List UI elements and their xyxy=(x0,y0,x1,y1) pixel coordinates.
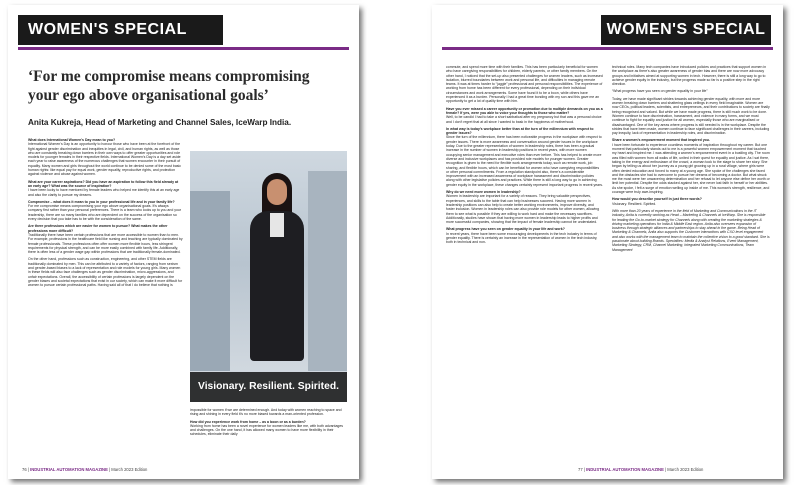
interview-question: Have you ever missed a career opportunity or promotion due to multiple demands on you as a female? If yes, were you able to voice your thoughts to those who matter? xyxy=(446,106,603,115)
interview-question: What are your career aspirations? Did you have an aspiration to follow this field already at an early age? What was the source of inspiration? xyxy=(28,179,179,188)
interview-answer: On the other hand, professions such as construction, engineering, and other STEM fields are traditionally dominated by men. This can be attributed to a variety of factors, ranging from sexism and gender-based biases to a lack of representation and role models for young girls. Many women in these fields will also face challenges such as gender discrimination, micro-aggressions, and unfair expectations. Overall, the accessibility of certain professions is largely dependent on the gender biases and societal expectations that exist in our society, which can make it more difficult for women to pursue certain professional paths. Having said all of that I do believe that nothing is xyxy=(28,257,183,288)
background-building xyxy=(190,191,230,371)
page-number: 76 xyxy=(22,467,27,472)
article-paragraph xyxy=(612,97,770,136)
background-building xyxy=(308,171,347,371)
right-magazine-page xyxy=(432,5,783,479)
interview-question: What does International Women’s Day mean to you? xyxy=(28,138,116,142)
portrait-figure-face xyxy=(267,179,287,205)
interview-answer: Traditionally there have been certain professions that are more accessible to women than to men. For example, professions in the healthcare field like nursing and teaching are typically dominated by female professionals. These professions often offer women more flexible hours, less stringent requirements for physical strength, and can be more easily combined with family life. Additionally, there is often less of a gender wage gap within professions that are traditionally female-dominated. xyxy=(28,232,183,255)
interview-answer: Today, we have made significant strides towards achieving gender equality, with more and more women breaking down barriers and shattering glass ceilings in every field imaginable. Women are now CEOs, political leaders, scientists, and entrepreneurs, and their contributions to society are finally being recognised and valued. But while we have made progress, there is still much work to be done. Women continue to face discrimination, harassment, and violence in many forms, and we must continue to fight for equality and justice for all women, especially those who are marginalised or disadvantaged. One of the key areas where progress is still needed is in the workplace. Despite the strides that have been made, women continue to face significant challenges in their careers, including pay inequity, lack of representation in leadership roles, and discrimination. xyxy=(612,96,770,136)
right-column-2 xyxy=(612,65,770,255)
left-column-1 xyxy=(28,138,183,291)
article-byline: Anita Kukreja, Head of Marketing and Channel Sales, IceWarp India. xyxy=(28,118,292,127)
portrait-photo xyxy=(190,151,347,402)
article-paragraph xyxy=(446,107,603,124)
article-paragraph xyxy=(28,138,183,177)
interview-answer: I have been fortunate to experience countless moments of inspiration throughout my career. But one moment that particularly stands out to me is a powerful women empowerment moment that touched my heart and inspired me. I was attending a women’s empowerment event in a bustling city. The room was filled with women from all walks of life, united in their quest for equality and justice. As I sat there, taking in the energy and enthusiasm of the crowd, a woman took to the stage to share her story. She began by telling us about her journey as a young girl growing up in a rural village, where girls were often denied education and forced to marry at a young age. She spoke of the challenges she faced and the obstacles she had to overcome to pursue her dreams of becoming a doctor. But what struck me the most were her unwavering determination and her refusal to let anyone else define her worth or limit her potential. Despite the odds stacked against her, she never lost faith in herself or her abilities. As she spoke, I felt a surge of emotion welling up inside of me. This woman’s strength, resilience, and courage were truly awe-inspiring. xyxy=(612,142,770,195)
interview-answer: Visionary. Resilient. Spirited. xyxy=(612,201,657,206)
section-banner: WOMEN'S SPECIAL xyxy=(18,15,223,45)
article-headline: ‘For me compromise means compromising your ego above organisational goals’ xyxy=(28,68,310,104)
left-column-2 xyxy=(190,408,347,440)
article-paragraph xyxy=(446,190,603,224)
interview-answer: technical roles. Many tech companies have introduced policies and practices that support women in the workplace as there’s also greater awareness of gender bias and there are now more advocacy groups and initiatives aimed at supporting women in tech. However, there is still a long way to go to achieve gender equity in the industry, but the progress made so far is a positive step in the right direction. xyxy=(612,65,767,87)
interview-answer: With more than 20 years of experience in the field of Marketing and Communications in the IT industry, Anita is currently working as Head – Marketing & Channels at IceWarp. She is responsible for leading the Go-to-market strategy for Channels along with creating the marketing strategies & driving marketing operations for India & Middle East region. Anita also oversees expansion of business through strategic alliances and partnerships to stay ahead in the game. Being Head of Marketing & Channels, Anita also supports the Customer interactions with CXO level engagement and also works with the management team to maintain the collective vision to a good standard. She is passionate about building Brands. Specialties: Media & Analyst Relations, Event Management, Marketing Strategy, CRM, Channel Marketing, Integrated Marketing Communications, Team Management xyxy=(612,208,770,252)
interview-answer: “What progress have you seen on gender equality in your life” xyxy=(612,89,708,94)
interview-question: What progress have you seen on gender equality in your life and work? xyxy=(446,227,565,232)
interview-answer: Women in leadership are important for a variety of reasons. They bring valuable perspectives, experiences, and skills to the table that can help businesses succeed. Having more women in leadership positions can also help to create better working environments, improve diversity, and foster inclusion. Women in leadership roles can also provide role models for other women, allowing them to see what is possible if they are willing to work hard and make the necessary sacrifices. Additionally, studies have shown that having more women in leadership leads to higher profits and more successful companies, showing that the impact of female leadership cannot be understated. xyxy=(446,194,600,225)
page-footer: 77 | INDUSTRIAL AUTOMATION MAGAZINE | March 2023 Edition xyxy=(578,467,704,472)
interview-question: Why do we need more women in leadership? xyxy=(446,190,521,195)
interview-question: Share a women’s empowerment moment that inspired you. xyxy=(612,138,710,143)
photo-caption: Visionary. Resilient. Spirited. xyxy=(190,372,347,402)
left-magazine-page xyxy=(8,5,359,479)
article-paragraph xyxy=(612,89,770,93)
interview-answer: I have been lucky to have mentored by female leaders who helped me identify this at an early age and also the clarity to pursue my dreams. xyxy=(28,188,180,197)
magazine-name: INDUSTRIAL AUTOMATION MAGAZINE xyxy=(30,467,108,472)
section-banner: WOMEN'S SPECIAL xyxy=(601,15,771,45)
article-paragraph xyxy=(190,408,347,417)
article-paragraph xyxy=(446,127,603,187)
interview-answer: commute, and spend more time with their families. This has been particularly beneficial for women who have caregiving responsibilities for children, elderly parents, or other family members. On the other hand, I noticed that the set-up also presented challenges for women leaders, such as increased isolation, blurred boundaries between work and personal life, and difficulties in managing remote teams. It was at times harder to “juggle” professional and personal responsibilities. The experience of working from home has been different for every professional, depending on their individual circumstances and work arrangements. Some have found it to be a boon, while others have experienced it as a burden. Personally I had a great time bonding with my son and this gave me an opportunity to get a lot of quality time with him. xyxy=(446,65,603,104)
right-column-1 xyxy=(446,65,603,248)
interview-question: How did you experience work from home – as a boon or as a burden? xyxy=(190,419,306,424)
interview-answer: impossible for women if we are determined enough. And today with women reaching to space and rising and shining in every field it’s no more biased towards a man-oriented profession. xyxy=(190,408,342,417)
article-paragraph xyxy=(28,257,183,287)
banner-underline xyxy=(442,47,773,50)
article-paragraph xyxy=(28,180,183,197)
article-paragraph xyxy=(612,65,770,86)
interview-answer: International Women’s Day is an opportunity to honour those who have been at the forefront of the fight against gender discrimination and inequities in legal, civil, and human rights, as well as those who are constantly breaking down barriers in their own ways to offer greater opportunities and role models for younger females in their respective fields. International Women’s Day is a day set aside each year to raise awareness of the numerous challenges that women encounter in their pursuit of equality. Many women and girls throughout the world continue to be denied some of the most basic human rights: like equal pay for equal work, gender equality, reproductive rights, and protection against violence and abuse against women. xyxy=(28,142,182,177)
portrait-figure-shirt xyxy=(270,213,284,237)
banner-underline xyxy=(18,47,349,50)
interview-answer: For me compromise means compromising your ego above organisational goals. It’s always company first rather than your personal preferences. There is a team who looks up to you and your leadership, there are so many families who are dependent on the success of the organisation so every decision that you take has to be with the consideration of the same. xyxy=(28,204,182,222)
article-paragraph xyxy=(612,209,770,252)
article-paragraph xyxy=(612,197,770,206)
interview-question: Compromise – what does it mean to you in your professional life and in your family life? xyxy=(28,199,175,204)
interview-answer: Working from home has been a novel experience for women leaders like me, with both advantages and challenges. On the one hand, it has allowed many women to have more flexibility in their schedules, eliminate their daily xyxy=(190,423,344,437)
interview-question: Are there professions which are easier for women to pursue? What makes the other professions more difficult? xyxy=(28,224,168,233)
page-number: 77 xyxy=(578,467,583,472)
interview-answer: Since the turn of the millennium, there has been noticeable progress in the workplace with respect to gender issues. There is more awareness and conversation around gender issues in the workplace today. Due to the greater representation of women in leadership roles, there has been a gradual increase in the number of women in leadership positions in recent years, with more women occupying senior management and executive roles than ever before. This has helped to create more diverse and inclusive workplaces and has provided role models for younger women. Greater recognition is given to the need for flexible work arrangements today, such as remote work, job sharing, and flexible hours, which can be beneficial for women who have caregiving responsibilities or other personal commitments. From a regulation standpoint also, there’s a considerable improvement with an increased awareness of workplace harassment and discrimination policies along with other legislative policies and practices. While there is still a long way to go in achieving gender equity in the workplace, these changes certainly represent important progress in recent years. xyxy=(446,135,604,187)
magazine-name: INDUSTRIAL AUTOMATION MAGAZINE xyxy=(586,467,664,472)
article-paragraph xyxy=(190,420,347,437)
interview-answer: Well, to be candid I had to take a short sabbatical after my pregnancy but that was a personal choice and I don’t regret that at all since I wanted to bask in the happiness of motherhood. xyxy=(446,115,602,124)
article-paragraph xyxy=(28,200,183,221)
article-paragraph xyxy=(446,65,603,104)
page-footer: 76 | INDUSTRIAL AUTOMATION MAGAZINE | March 2023 Edition xyxy=(22,467,148,472)
article-paragraph xyxy=(28,224,183,254)
edition-date: March 2023 Edition xyxy=(667,467,704,472)
interview-question: How would you describe yourself in just three words? xyxy=(612,197,702,202)
article-paragraph xyxy=(612,138,770,194)
interview-question: In what way is today’s workplace better than at the turn of the millennium with respect to gender issues? xyxy=(446,126,594,136)
interview-answer: In recent years, there have been some encouraging developments in the tech industry in terms of gender equality. There is certainly an increase in the representation of women in the tech industry, both in technical and non- xyxy=(446,231,598,245)
article-paragraph xyxy=(446,227,603,244)
edition-date: March 2023 Edition xyxy=(111,467,148,472)
